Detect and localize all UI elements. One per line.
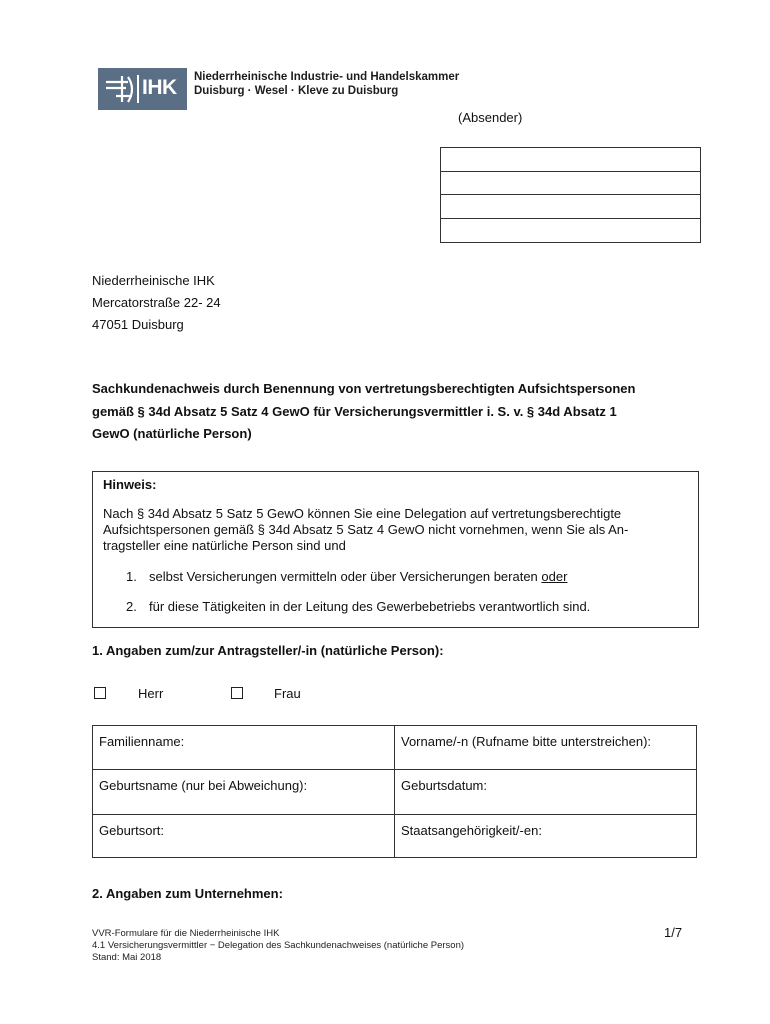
document-title — [92, 378, 692, 446]
note-text — [103, 506, 688, 554]
section-1-heading: 1. Angaben zum/zur Antragsteller/-in (natürliche Person): — [92, 643, 444, 658]
sender-label: (Absender) — [458, 110, 523, 125]
footer-line-2: 4.1 Versicherungsvermittler − Delegation des Sachkundenachweises (natürliche Person) — [92, 940, 465, 951]
recipient-line-2: Mercatorstraße 22- 24 — [92, 295, 221, 310]
note-box — [92, 471, 699, 628]
field-geburtsname[interactable] — [93, 770, 394, 814]
note-item-1 — [126, 569, 686, 587]
option-label-frau: Frau — [274, 686, 301, 701]
org-name — [194, 70, 459, 98]
note-text-line-1: Nach § 34d Absatz 5 Satz 5 GewO können Sie eine Delegation auf vertretungsberechtigte — [103, 506, 622, 521]
recipient-line-3: 47051 Duisburg — [92, 317, 184, 332]
field-familienname[interactable] — [93, 726, 394, 770]
logo-wordmark: IHK — [142, 76, 177, 99]
note-item-2 — [126, 599, 686, 617]
checkbox-frau[interactable] — [231, 687, 243, 699]
applicant-data-table — [92, 725, 697, 858]
field-vorname-label: Vorname/-n (Rufname bitte unterstreichen): — [401, 734, 652, 749]
ihk-logo — [98, 68, 187, 110]
title-line-2: gemäß § 34d Absatz 5 Satz 4 GewO für Versicherungsvermittler i. S. v. § 34d Absatz 1 — [92, 403, 617, 419]
sender-address-box — [440, 147, 701, 243]
sender-line-4[interactable] — [441, 219, 700, 243]
field-staatsangehoerigkeit[interactable] — [395, 815, 696, 857]
sender-line-3[interactable] — [441, 195, 700, 219]
note-item-2-number: 2. — [126, 599, 137, 614]
field-geburtsname-label: Geburtsname (nur bei Abweichung): — [99, 778, 308, 793]
org-name-line2: Duisburg · Wesel · Kleve zu Duisburg — [194, 85, 399, 97]
footer-line-3: Stand: Mai 2018 — [92, 952, 162, 963]
recipient-line-1: Niederrheinische IHK — [92, 273, 215, 288]
sender-line-1[interactable] — [441, 148, 700, 172]
option-label-herr: Herr — [138, 686, 164, 701]
title-line-3: GewO (natürliche Person) — [92, 426, 252, 441]
field-staatsangehoerigkeit-label: Staatsangehörigkeit/-en: — [401, 823, 542, 838]
footer-line-1: VVR-Formulare für die Niederrheinische IHK — [92, 928, 280, 939]
field-geburtsdatum[interactable] — [395, 770, 696, 814]
field-vorname[interactable] — [395, 726, 696, 770]
note-heading: Hinweis: — [103, 477, 157, 492]
page-number: 1/7 — [664, 925, 683, 940]
field-familienname-label: Familienname: — [99, 734, 185, 749]
section-2-heading: 2. Angaben zum Unternehmen: — [92, 886, 283, 901]
page-footer — [92, 928, 464, 964]
note-text-line-2: Aufsichtspersonen gemäß § 34d Absatz 5 Satz 4 GewO nicht vornehmen, wenn Sie als An- — [103, 522, 629, 537]
field-geburtsort-label: Geburtsort: — [99, 823, 165, 838]
note-item-1-number: 1. — [126, 569, 137, 584]
field-geburtsort[interactable] — [93, 815, 394, 857]
note-item-1-emphasis: oder — [541, 569, 568, 584]
org-name-line1: Niederrheinische Industrie- und Handelskammer — [194, 71, 460, 83]
note-text-line-3: tragsteller eine natürliche Person sind und — [103, 538, 346, 553]
note-item-1-text: selbst Versicherungen vermitteln oder über Versicherungen beraten — [149, 569, 542, 584]
field-geburtsdatum-label: Geburtsdatum: — [401, 778, 487, 793]
title-line-1: Sachkundenachweis durch Benennung von vertretungsberechtigten Aufsichtspersonen — [92, 381, 636, 396]
recipient-address — [92, 270, 221, 336]
note-item-2-text: für diese Tätigkeiten in der Leitung des Gewerbebetriebs verantwortlich sind. — [149, 599, 591, 614]
checkbox-herr[interactable] — [94, 687, 106, 699]
sender-line-2[interactable] — [441, 172, 700, 196]
